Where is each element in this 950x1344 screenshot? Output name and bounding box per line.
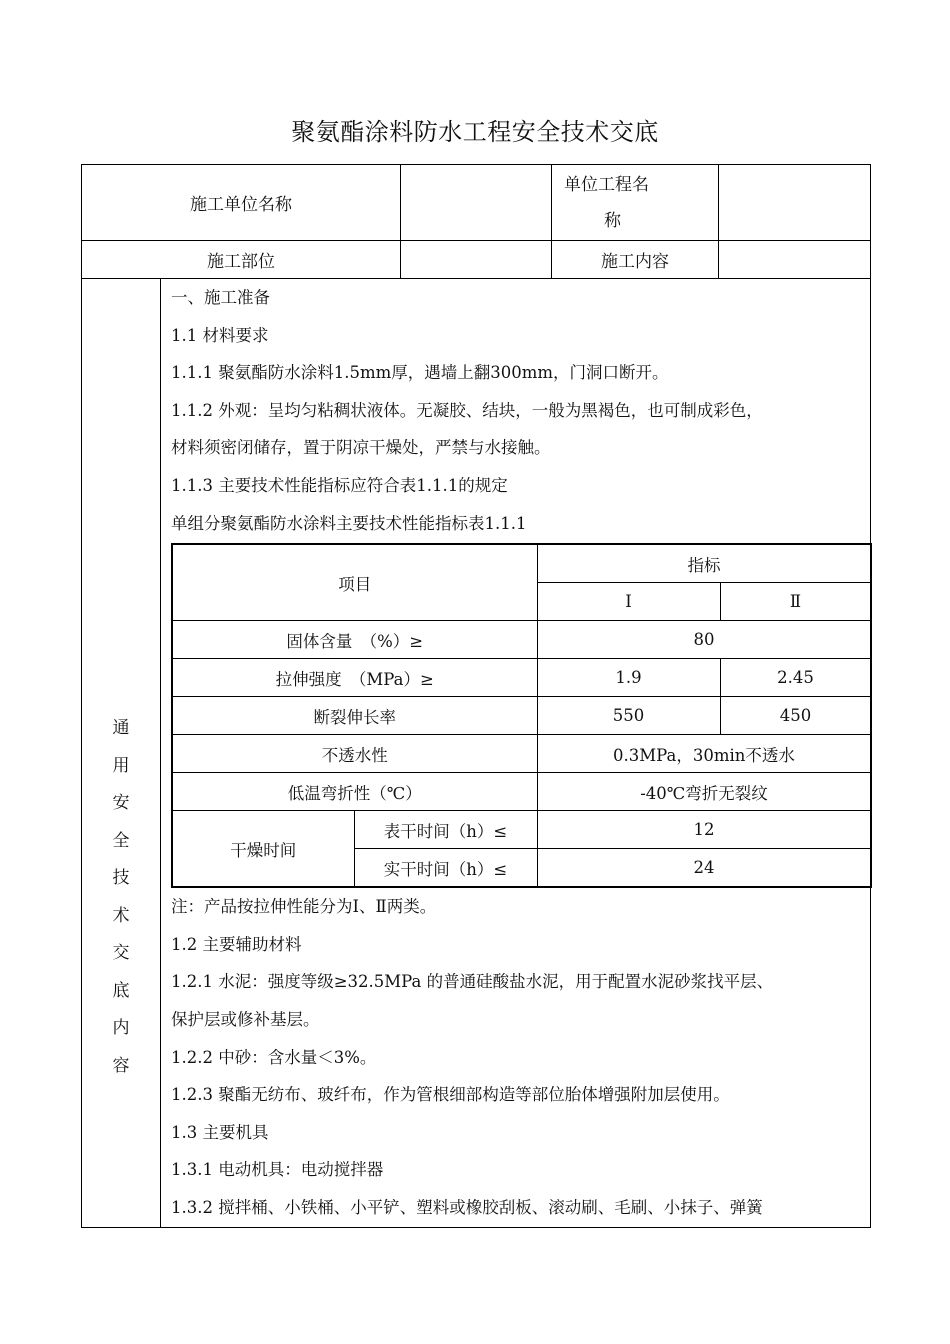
- unit-name-label: 施工单位名称: [82, 165, 401, 241]
- location-field[interactable]: [401, 241, 552, 279]
- document-title: 聚氨酯涂料防水工程安全技术交底: [291, 118, 659, 146]
- side-label-char: 安: [112, 793, 130, 814]
- text-line: 1.3.2 搅拌桶、小铁桶、小平铲、塑料或橡胶刮板、滚动刷、毛刷、小抹子、弹簧: [171, 1197, 763, 1217]
- col-index-header: 指标: [537, 544, 871, 583]
- disclosure-table: [81, 164, 871, 1228]
- table-row: [172, 811, 871, 849]
- table-row: [172, 773, 871, 811]
- text-line: 1.2.3 聚酯无纺布、玻纤布，作为管根细部构造等部位胎体增强附加层使用。: [171, 1085, 730, 1105]
- table-note: 注：产品按拉伸性能分为Ⅰ、Ⅱ两类。: [171, 897, 437, 917]
- row-item: 拉伸强度 （MPa）≥: [172, 659, 537, 697]
- row-value-grade1: 1.9: [537, 659, 720, 697]
- project-name-field[interactable]: [719, 165, 871, 241]
- col-item-header: 项目: [172, 544, 537, 621]
- text-line: 1.2.2 中砂：含水量＜3%。: [171, 1047, 377, 1067]
- side-label: [82, 279, 161, 1228]
- project-name-label-line1: 单位工程名: [564, 174, 649, 195]
- table-row: [172, 697, 871, 735]
- col-grade1-header: Ⅰ: [537, 583, 720, 621]
- text-line: 1.1.2 外观：呈均匀粘稠状液体。无凝胶、结块，一般为黑褐色，也可制成彩色，: [171, 400, 763, 420]
- side-label-char: 术: [112, 905, 130, 926]
- project-name-label: [552, 165, 719, 241]
- side-label-char: 容: [112, 1055, 130, 1076]
- side-label-char: 底: [112, 980, 130, 1001]
- col-grade2-header: Ⅱ: [720, 583, 871, 621]
- text-line: 材料须密闭储存，置于阴凉干燥处，严禁与水接触。: [171, 438, 551, 458]
- side-label-char: 通: [112, 718, 130, 739]
- subsection-heading: 1.1 材料要求: [171, 325, 269, 345]
- side-label-char: 技: [112, 868, 130, 889]
- location-label: 施工部位: [82, 241, 401, 279]
- subsection-heading: 1.3 主要机具: [171, 1122, 269, 1142]
- side-label-char: 用: [112, 755, 130, 776]
- row-value: 0.3MPa，30min不透水: [537, 735, 871, 773]
- table-row: [172, 735, 871, 773]
- row-item: 断裂伸长率: [172, 697, 537, 735]
- text-line: 1.1.3 主要技术性能指标应符合表1.1.1的规定: [171, 475, 508, 495]
- row-value: -40℃弯折无裂纹: [537, 773, 871, 811]
- row-value: 24: [537, 849, 871, 888]
- row-value-grade1: 550: [537, 697, 720, 735]
- unit-name-field[interactable]: [401, 165, 552, 241]
- dry-time-label: 干燥时间: [172, 811, 354, 888]
- row-value-grade2: 2.45: [720, 659, 871, 697]
- content-field[interactable]: [719, 241, 871, 279]
- text-line: 1.3.1 电动机具：电动搅拌器: [171, 1160, 384, 1180]
- table-row: [172, 621, 871, 659]
- row-value-grade2: 450: [720, 697, 871, 735]
- row-subitem: 实干时间（h）≤: [354, 849, 537, 888]
- row-item: 固体含量 （%）≥: [172, 621, 537, 659]
- text-line: 保护层或修补基层。: [171, 1009, 320, 1029]
- project-name-label-line2: 称: [604, 210, 621, 231]
- table-row: [172, 659, 871, 697]
- text-line: 1.1.1 聚氨酯防水涂料1.5mm厚，遇墙上翻300mm，门洞口断开。: [171, 363, 669, 383]
- row-value: 12: [537, 811, 871, 849]
- spec-table: [171, 543, 872, 888]
- disclosure-content: [161, 279, 871, 1228]
- side-label-char: 交: [112, 943, 130, 964]
- row-subitem: 表干时间（h）≤: [354, 811, 537, 849]
- subsection-heading: 1.2 主要辅助材料: [171, 934, 302, 954]
- text-line: 1.2.1 水泥：强度等级≥32.5MPa 的普通硅酸盐水泥，用于配置水泥砂浆找平层、: [171, 972, 774, 992]
- section-heading: 一、施工准备: [171, 288, 270, 307]
- side-label-char: 内: [112, 1018, 130, 1039]
- row-value: 80: [537, 621, 871, 659]
- side-label-char: 全: [112, 830, 130, 851]
- row-item: 不透水性: [172, 735, 537, 773]
- content-label: 施工内容: [552, 241, 719, 279]
- table-caption: 单组分聚氨酯防水涂料主要技术性能指标表1.1.1: [171, 513, 527, 533]
- row-item: 低温弯折性（℃）: [172, 773, 537, 811]
